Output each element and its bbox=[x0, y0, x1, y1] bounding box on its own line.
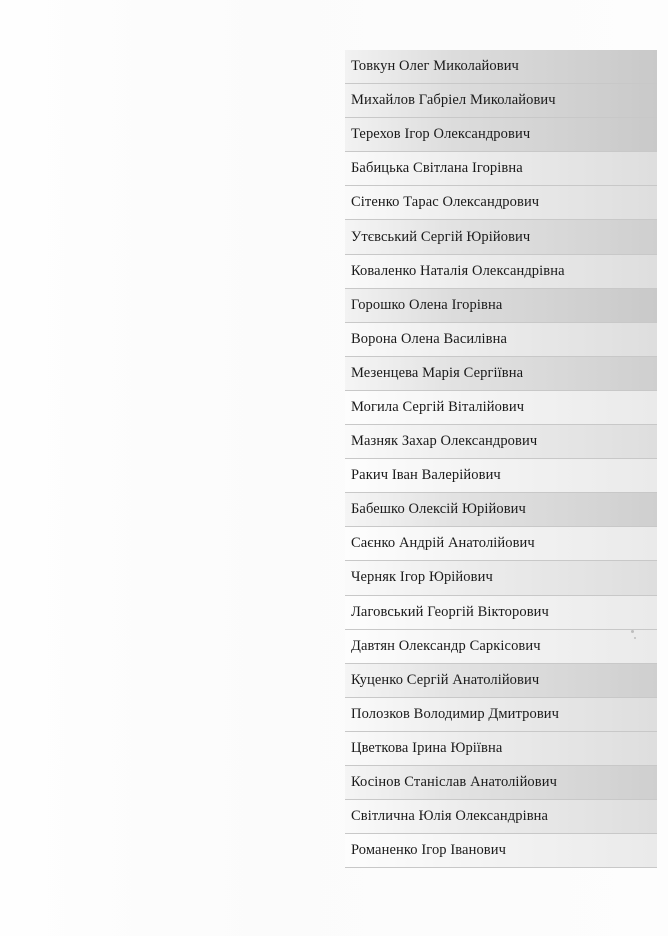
person-name: Черняк Ігор Юрійович bbox=[351, 569, 493, 586]
list-item bbox=[345, 425, 657, 459]
list-item bbox=[345, 50, 657, 84]
list-item bbox=[345, 186, 657, 220]
person-name: Михайлов Габріел Миколайович bbox=[351, 92, 556, 109]
person-name: Терехов Ігор Олександрович bbox=[351, 126, 531, 143]
list-item bbox=[345, 766, 657, 800]
person-name: Мезенцева Марія Сергіївна bbox=[351, 364, 524, 381]
person-name: Ракич Іван Валерійович bbox=[351, 467, 501, 484]
list-item bbox=[345, 289, 657, 323]
person-name: Товкун Олег Миколайович bbox=[351, 58, 519, 75]
person-name: Горошко Олена Ігорівна bbox=[351, 296, 503, 313]
list-item bbox=[345, 459, 657, 493]
list-item bbox=[345, 834, 657, 868]
person-name: Куценко Сергій Анатолійович bbox=[351, 671, 540, 688]
person-name: Утєвський Сергій Юрійович bbox=[351, 228, 531, 245]
scan-speck bbox=[631, 630, 634, 633]
name-list bbox=[345, 50, 657, 868]
list-item bbox=[345, 118, 657, 152]
list-item bbox=[345, 800, 657, 834]
person-name: Мазняк Захар Олександрович bbox=[351, 433, 538, 450]
list-item bbox=[345, 664, 657, 698]
person-name: Цветкова Ірина Юріївна bbox=[351, 739, 503, 756]
scan-speck bbox=[634, 637, 636, 639]
person-name: Сітенко Тарас Олександрович bbox=[351, 194, 540, 211]
person-name: Бабицька Світлана Ігорівна bbox=[351, 160, 523, 177]
person-name: Косінов Станіслав Анатолійович bbox=[351, 774, 557, 791]
person-name: Полозков Володимир Дмитрович bbox=[351, 705, 560, 722]
list-item bbox=[345, 152, 657, 186]
list-item bbox=[345, 630, 657, 664]
person-name: Ворона Олена Василівна bbox=[351, 330, 508, 347]
person-name: Саєнко Андрій Анатолійович bbox=[351, 535, 535, 552]
list-item bbox=[345, 84, 657, 118]
person-name: Могила Сергій Віталійович bbox=[351, 398, 525, 415]
list-item bbox=[345, 255, 657, 289]
person-name: Лаговський Георгій Вікторович bbox=[351, 603, 549, 620]
person-name: Коваленко Наталія Олександрівна bbox=[351, 262, 565, 279]
list-item bbox=[345, 596, 657, 630]
list-item bbox=[345, 357, 657, 391]
person-name: Світлична Юлія Олександрівна bbox=[351, 808, 549, 825]
list-item bbox=[345, 561, 657, 595]
list-item bbox=[345, 527, 657, 561]
person-name: Романенко Ігор Іванович bbox=[351, 842, 506, 859]
list-item bbox=[345, 220, 657, 254]
person-name: Давтян Олександр Саркісович bbox=[351, 637, 541, 654]
list-item bbox=[345, 698, 657, 732]
list-item bbox=[345, 732, 657, 766]
person-name: Бабешко Олексій Юрійович bbox=[351, 501, 526, 518]
list-item bbox=[345, 493, 657, 527]
list-item bbox=[345, 323, 657, 357]
list-item bbox=[345, 391, 657, 425]
